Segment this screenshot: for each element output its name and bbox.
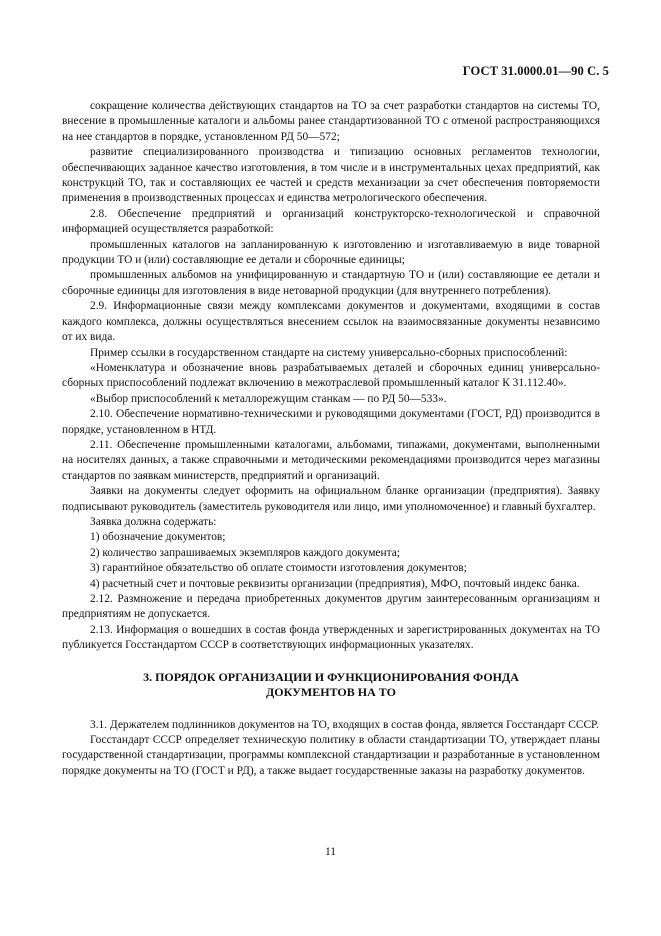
- list-item: 2) количество запрашиваемых экземпляров каждого документа;: [90, 546, 400, 559]
- list-item: 1) обозначение документов;: [90, 531, 226, 544]
- paragraph: сокращение количества действующих стандартов на ТО за счет разработки стандартов на системы ТО, внесение в промышленные каталоги и альбомы ранее стандартизованной ТО с отменой распространяющихся на нее стандартов в порядке, установленном РД 50—572;: [62, 100, 600, 143]
- paragraph: Заявки на документы следует оформить на официальном бланке организации (предприятия). Заявку подписывают руководитель (заместитель руководителя или лицо, ими уполномоченное) и главный бухгалтер.: [62, 485, 600, 513]
- paragraph: «Номенклатура и обозначение вновь разрабатываемых деталей и сборочных единиц универсально-сборных приспособлений подлежат включению в межотраслевой промышленный каталог К 31.112.40».: [62, 361, 600, 390]
- paragraph: промышленных альбомов на унифицированную и стандартную ТО и (или) составляющие ее детали и сборочные единицы для изготовления в виде нетоварной продукции (для внутреннего потребления).: [62, 269, 600, 297]
- section-heading: [62, 670, 600, 700]
- paragraph: 2.10. Обеспечение нормативно-техническими и руководящими документами (ГОСТ, РД) производится в порядке, установленном в НТД.: [62, 408, 600, 436]
- list-item: 3) гарантийное обязательство об оплате стоимости изготовления документов;: [90, 562, 467, 575]
- paragraph: 2.13. Информация о вошедших в состав фонда утвержденных и зарегистрированных документах на ТО публикуется Госстандартом СССР в соответствующих информационных указателях.: [62, 623, 600, 652]
- section-heading-line: 3. ПОРЯДОК ОРГАНИЗАЦИИ И ФУНКЦИОНИРОВАНИЯ ФОНДА: [143, 669, 519, 684]
- document-header: ГОСТ 31.0000.01—90 С. 5: [462, 64, 609, 78]
- list-item: 4) расчетный счет и почтовые реквизиты организации (предприятия), МФО, почтовый индекс банка.: [90, 577, 580, 590]
- paragraph: развитие специализированного производства и типизацию основных регламентов технологии, обеспечивающих заданное качество изготовления, в том числе и в инструментальных цехах предприятий, как конструкций ТО, так и составляющих ее частей и средств механизации за счет обеспечения повторяемости применения в производственных процессах и единства метрологического обеспечения.: [62, 146, 600, 205]
- section-heading-line: ДОКУМЕНТОВ НА ТО: [266, 684, 396, 699]
- paragraph: 2.8. Обеспечение предприятий и организаций конструкторско-технологической и справочной информацией осуществляется разработкой:: [62, 207, 600, 236]
- paragraph: 3.1. Держателем подлинников документов на ТО, входящих в состав фонда, является Госстандарт СССР.: [90, 718, 599, 731]
- page-number: 11: [324, 846, 337, 858]
- document-body: [62, 99, 600, 779]
- paragraph: Пример ссылки в государственном стандарте на систему универсально-сборных приспособлений:: [90, 346, 568, 359]
- paragraph: 2.9. Информационные связи между комплексами документов и документами, входящими в состав каждого комплекса, должны осуществляться внесением ссылок на взаимосвязанные документы независимо от их вида.: [62, 300, 600, 344]
- paragraph: «Выбор приспособлений к металлорежущим станкам — по РД 50—533».: [90, 392, 447, 405]
- paragraph: 2.12. Размножение и передача приобретенных документов другим заинтересованным организациям и предприятиям не допускается.: [62, 593, 600, 621]
- paragraph: 2.11. Обеспечение промышленными каталогами, альбомами, типажами, документами, выполненными на носителях данных, а также справочными и методическими рекомендациями производится через магазины стандартов по заявкам министерств, предприятий и организаций.: [62, 438, 600, 482]
- paragraph: промышленных каталогов на запланированную к изготовлению и изготавливаемую в виде товарной продукции ТО и (или) составляющие ее детали и сборочные единицы;: [62, 238, 600, 267]
- paragraph: Заявка должна содержать:: [90, 515, 217, 528]
- paragraph: Госстандарт СССР определяет техническую политику в области стандартизации ТО, утверждает планы государственной стандартизации, программы комплексной стандартизации и разработанные в установленном порядке документы на ТО (ГОСТ и РД), а также выдает государственные заказы на разработку документов.: [62, 734, 600, 777]
